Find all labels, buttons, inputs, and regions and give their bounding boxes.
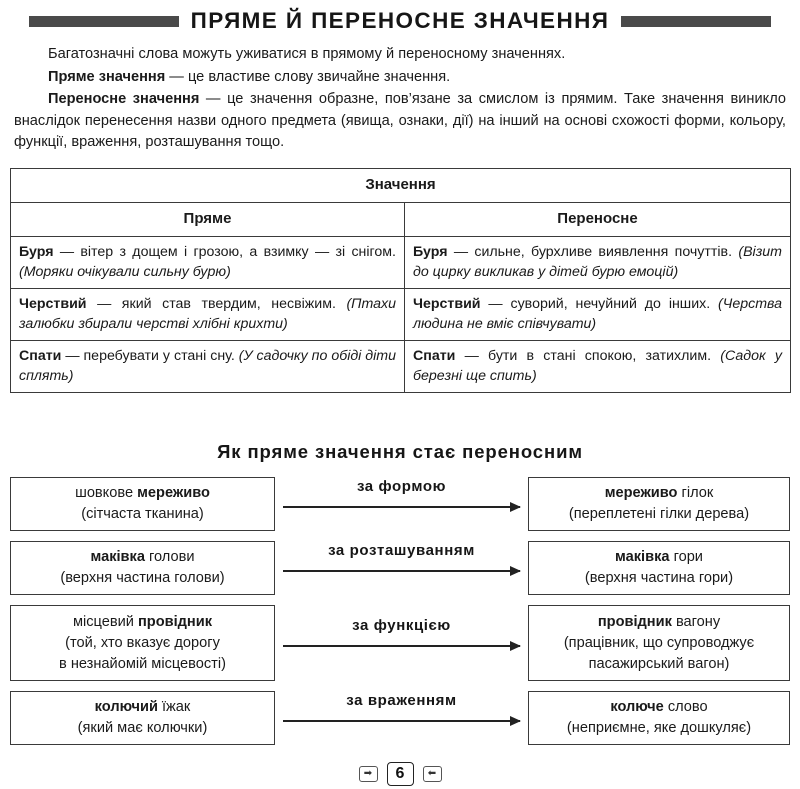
diagram-box-line-1 xyxy=(75,483,210,504)
intro-line-2-rest: — це властиве слову звичайне значення. xyxy=(165,68,451,85)
entry-term: Черствий xyxy=(19,296,87,312)
diagram-box-line-1 xyxy=(610,697,707,718)
table-group-header-row xyxy=(11,169,791,203)
diagram-box-line-3: в незнайомій місцевості) xyxy=(59,655,226,672)
column-header-figurative: Переносне xyxy=(405,203,791,237)
entry-term: Спати xyxy=(19,348,62,364)
table-row xyxy=(11,237,791,289)
plain-word: гілок xyxy=(677,485,714,501)
cell-figurative xyxy=(405,341,791,393)
cell-figurative xyxy=(405,237,791,289)
page-number: 6 xyxy=(387,762,414,786)
diagram-box-direct xyxy=(10,477,275,531)
connector-label: за формою xyxy=(356,478,447,495)
term-direct-meaning: Пряме значення xyxy=(48,68,166,85)
table-column-header-row xyxy=(11,203,791,237)
diagram-box-line-1 xyxy=(90,547,194,568)
arrow-back-icon[interactable]: ⬅ xyxy=(423,766,442,782)
diagram-box-direct xyxy=(10,541,275,595)
entry-definition: — перебувати у стані сну. xyxy=(61,348,239,364)
meaning-table xyxy=(10,168,791,393)
intro-line-3-rest: — це значення образне, пов’язане за смислом із прямим. Таке значення виникло внаслідок перенесення назви одного предмета (явища, ознаки, дії) на інший на основі схожості форми, кольору, функції, враження, розташування тощо. xyxy=(14,91,786,150)
diagram-box-line-2: (верхня частина гори) xyxy=(584,570,734,586)
diagram-box-line-2: (сітчаста тканина) xyxy=(81,506,204,522)
diagram-box-line-2: (верхня частина голови) xyxy=(60,570,225,586)
diagram-box-figurative xyxy=(528,477,790,531)
header-rule-right xyxy=(621,16,771,27)
diagram-box-direct xyxy=(10,605,275,681)
entry-definition: — суворий, нечуйний до інших. xyxy=(480,296,719,312)
connector-label: за враженням xyxy=(346,692,457,709)
entry-term: Черствий xyxy=(413,296,481,312)
diagram-connector xyxy=(275,691,528,745)
diagram-connector xyxy=(275,605,528,681)
diagram-box-line-1 xyxy=(95,697,191,718)
table-row xyxy=(11,341,791,393)
connector-label: за розташуванням xyxy=(328,542,475,559)
keyword: колючий xyxy=(94,699,158,715)
diagram-box-line-1 xyxy=(605,483,714,504)
header-rule-left xyxy=(29,16,179,27)
diagram-box-line-2: (неприємне, яке дошкуляє) xyxy=(566,720,752,736)
keyword: провідник xyxy=(597,613,672,630)
plain-word: місцевий xyxy=(72,613,138,630)
keyword: маківка xyxy=(90,549,145,565)
entry-term: Спати xyxy=(413,348,456,364)
cell-direct xyxy=(11,341,405,393)
plain-word: гори xyxy=(669,549,703,565)
term-figurative-meaning: Переносне значення xyxy=(48,91,200,107)
intro-paragraph-1 xyxy=(14,44,786,66)
plain-word: шовкове xyxy=(75,485,138,501)
page-title: ПРЯМЕ Й ПЕРЕНОСНЕ ЗНАЧЕННЯ xyxy=(190,8,610,33)
section-heading: Як пряме значення стає переносним xyxy=(217,441,583,462)
diagram-row xyxy=(0,691,800,745)
entry-term: Буря xyxy=(19,244,54,260)
cell-direct xyxy=(11,237,405,289)
intro-line-1: Багатозначні слова можуть уживатися в прямому й переносному значеннях. xyxy=(48,46,566,62)
entry-example: (Візит до цирку викликав у дітей бурю емоцій) xyxy=(413,244,783,280)
diagram-box-line-1 xyxy=(73,612,212,633)
diagram-box-line-1 xyxy=(598,612,720,633)
intro-paragraph-3 xyxy=(14,89,786,154)
diagram-box-line-2: (працівник, що супроводжує xyxy=(563,634,755,651)
diagram-box-line-2: (переплетені гілки дерева) xyxy=(568,506,750,522)
entry-example: (Птахи залюбки збирали черстві хлібні крихти) xyxy=(19,296,396,332)
diagram-box-line-3: пасажирський вагон) xyxy=(588,655,730,672)
plain-word: голови xyxy=(144,549,195,565)
entry-example: (Садок у березні ще спить) xyxy=(413,348,783,384)
arrow-forward-icon[interactable]: ➡ xyxy=(359,766,378,782)
diagram-row xyxy=(0,541,800,595)
intro-text xyxy=(14,44,786,155)
table-row xyxy=(11,289,791,341)
column-header-direct: Пряме xyxy=(11,203,405,237)
entry-definition: — який став твердим, несвіжим. xyxy=(86,296,347,312)
arrow-right-icon xyxy=(283,720,520,722)
diagram-box-line-2: (який має колючки) xyxy=(77,720,208,736)
page-header xyxy=(0,6,800,36)
entry-example: (У садочку по обіді діти сплять) xyxy=(19,348,396,384)
plain-word: їжак xyxy=(157,699,191,715)
entry-example: (Моряки очікували сильну бурю) xyxy=(19,264,231,280)
cell-direct xyxy=(11,289,405,341)
arrow-right-icon xyxy=(283,645,520,647)
entry-definition: — сильне, бурхливе виявлення почуттів. xyxy=(447,244,739,260)
table-group-header: Значення xyxy=(11,169,791,203)
keyword: колюче xyxy=(610,699,664,715)
entry-example: (Черства людина не вміє співчувати) xyxy=(413,296,783,332)
transfer-diagram xyxy=(0,477,800,755)
diagram-row xyxy=(0,477,800,531)
diagram-box-direct xyxy=(10,691,275,745)
arrow-right-icon xyxy=(283,570,520,572)
keyword: мереживо xyxy=(604,485,678,501)
keyword: мереживо xyxy=(137,485,210,501)
intro-paragraph-2 xyxy=(14,67,786,89)
diagram-box-line-1 xyxy=(615,547,703,568)
diagram-connector xyxy=(275,541,528,595)
entry-definition: — вітер з дощем і грозою, а взимку — зі снігом. xyxy=(53,244,396,260)
keyword: провідник xyxy=(137,613,213,630)
arrow-right-icon xyxy=(283,506,520,508)
diagram-connector xyxy=(275,477,528,531)
diagram-box-figurative xyxy=(528,691,790,745)
diagram-box-figurative xyxy=(528,605,790,681)
keyword: маківка xyxy=(615,549,670,565)
page-footer xyxy=(0,762,800,786)
plain-word: слово xyxy=(663,699,708,715)
diagram-box-line-2: (той, хто вказує дорогу xyxy=(65,634,220,651)
entry-term: Буря xyxy=(413,244,448,260)
connector-label: за функцією xyxy=(352,617,451,634)
diagram-row xyxy=(0,605,800,681)
plain-word: вагону xyxy=(671,613,721,630)
diagram-box-figurative xyxy=(528,541,790,595)
cell-figurative xyxy=(405,289,791,341)
entry-definition: — бути в стані спокою, затихлим. xyxy=(455,348,721,364)
